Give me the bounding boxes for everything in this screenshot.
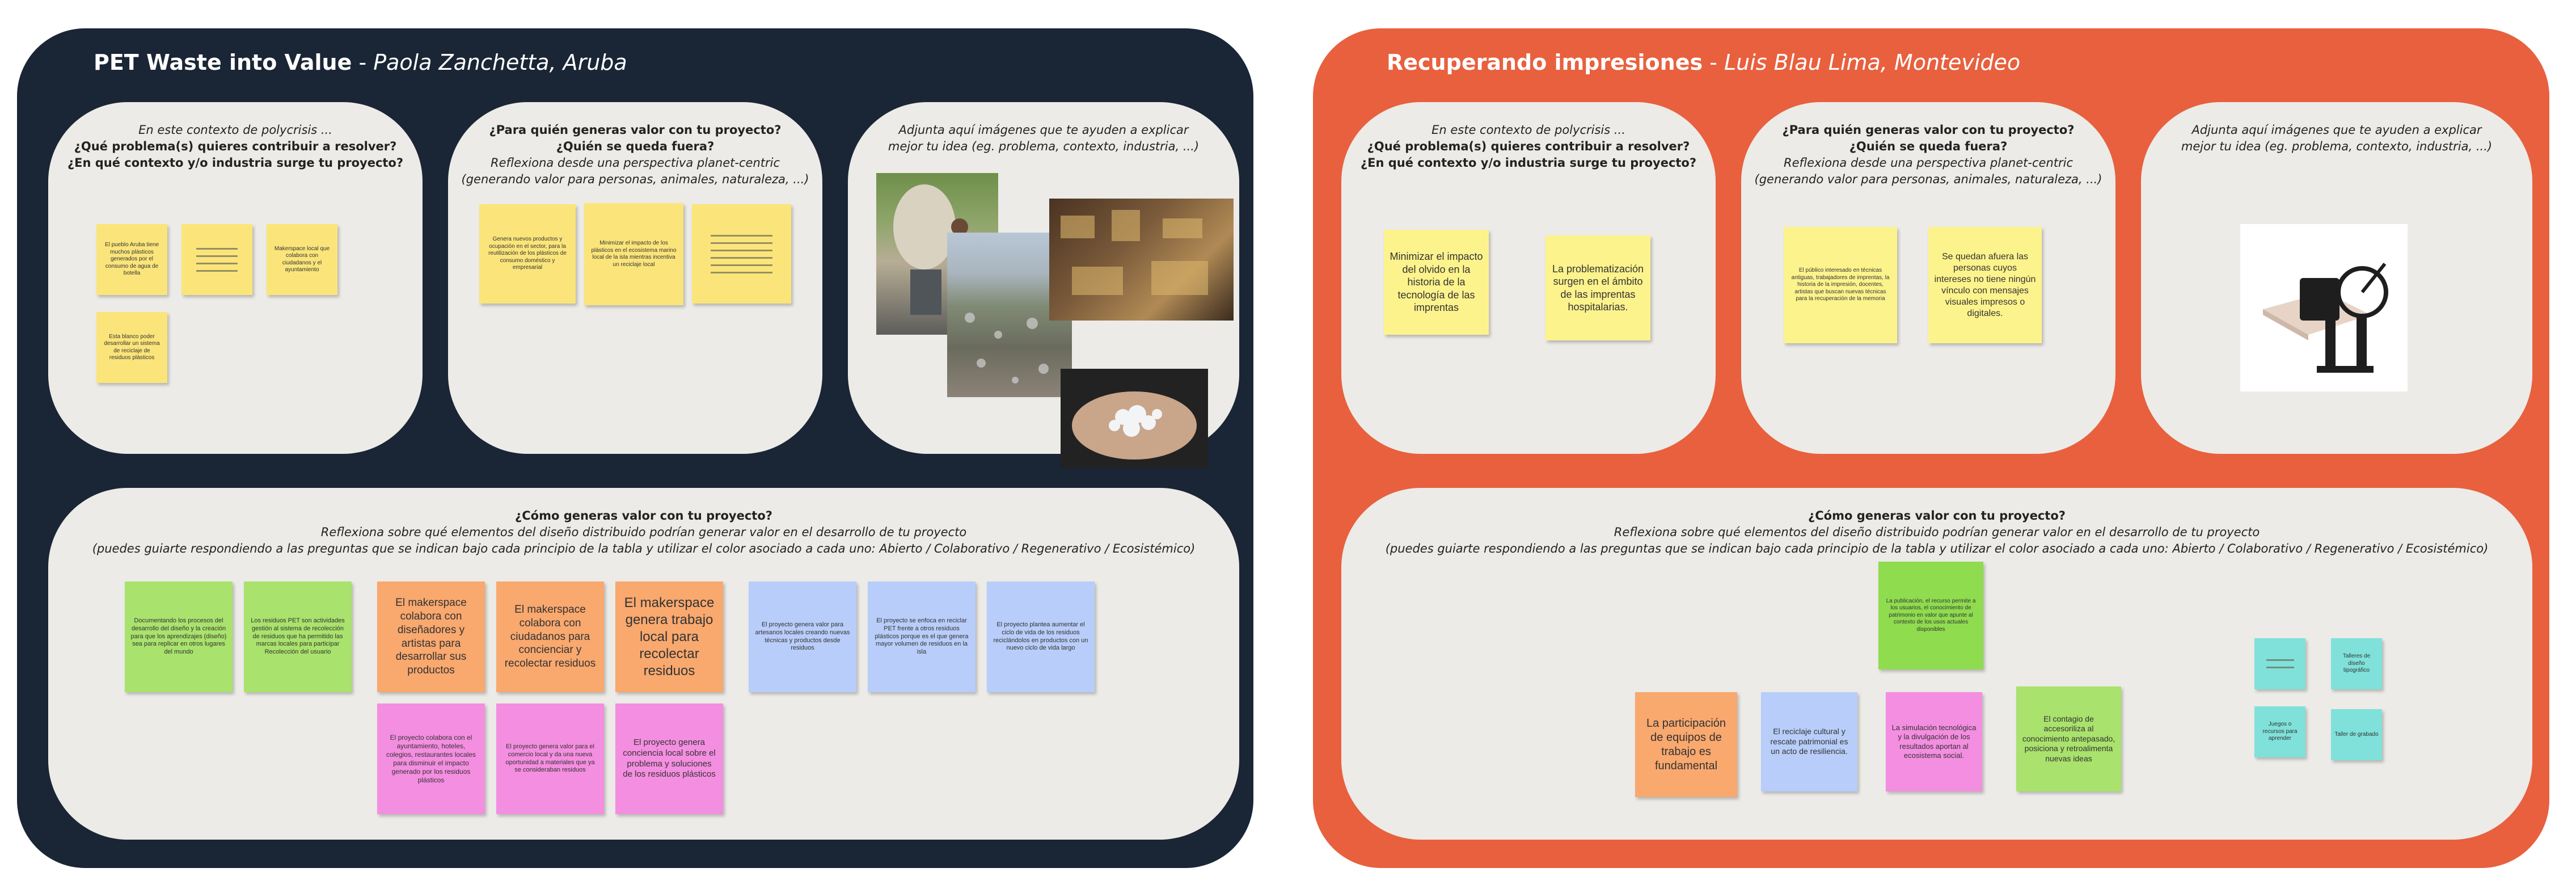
sticky-note[interactable]: El makerspace genera trabajo local para recolectar residuos — [615, 582, 723, 692]
sticky-note[interactable]: El proyecto se enfoca en reciclar PET frente a otros residuos plásticos porque es el que genera mayor volumen de residuos en la isla — [868, 582, 975, 692]
sticky-note[interactable]: El proyecto genera conciencia local sobre el problema y soluciones de los residuos plásticos — [615, 703, 723, 814]
sticky-note[interactable]: Esta blanco poder desarrollar un sistema de reciclaje de residuos plásticos — [96, 312, 167, 383]
board-title: PET Waste into Value - Paola Zanchetta, Aruba — [94, 50, 627, 75]
sticky-note[interactable]: El proyecto plantea aumentar el ciclo de vida de los residuos reciclándolos en productos con un nuevo ciclo de vida largo — [987, 582, 1095, 692]
sticky-note[interactable]: El proyecto colabora con el ayuntamiento, hoteles, colegios, restaurantes locales para disminuir el impacto generado por los residuos plásticos — [377, 703, 485, 814]
how-value-panel — [1341, 488, 2532, 840]
sticky-note[interactable]: La publicación, el recurso permite a los usuarios, el conocimiento de patrimonio en valor que apunte al contexto de los usos actuales disponibles — [1878, 562, 1983, 669]
how-value-prompt: ¿Cómo generas valor con tu proyecto? Reflexiona sobre qué elementos del diseño distribuido podrían generar valor en el desarrollo de tu proyecto (puedes guiarte respondiendo a las preguntas que se indican bajo cada principio de la tabla y utilizar el color asociado a cada uno: Abierto / Colaborativo / Regenerativo / Ecosistémico) — [92, 509, 1196, 555]
sticky-note[interactable]: Minimizar el impacto del olvido en la historia de la tecnología de las imprentas — [1384, 230, 1489, 335]
sticky-note[interactable]: La simulación tecnológica y la divulgación de los resultados aportan al ecosistema social. — [1886, 692, 1982, 791]
problem-panel — [48, 102, 423, 454]
sticky-note[interactable]: El contagio de accesoriliza al conocimiento antepasado, posiciona y retroalimenta nuevas ideas — [2016, 686, 2121, 791]
sticky-note[interactable]: La participación de equipos de trabajo es fundamental — [1635, 692, 1737, 797]
sticky-note[interactable]: El reciclaje cultural y rescate patrimonial es un acto de resiliencia. — [1761, 692, 1857, 791]
sticky-note[interactable]: El makerspace colabora con diseñadores y artistas para desarrollar sus productos — [377, 582, 485, 692]
sticky-note[interactable] — [2254, 638, 2305, 689]
sticky-note[interactable]: Juegos o recursos para aprender — [2254, 706, 2305, 757]
problem-prompt: En este contexto de polycrisis ... ¿Qué problema(s) quieres contribuir a resolver? ¿En qué contexto y/o industria surge tu proyecto? — [1360, 123, 1697, 170]
photo-workshop[interactable] — [1049, 199, 1234, 321]
value-for-whom-prompt: ¿Para quién generas valor con tu proyecto? ¿Quién se queda fuera? Reflexiona desde una perspectiva planet-centric (generando valor para personas, animales, naturaleza, ...) — [461, 123, 809, 186]
sticky-note[interactable]: Se quedan afuera las personas cuyos intereses no tiene ningún vínculo con mensajes visuales impresos o digitales. — [1928, 227, 2042, 343]
photo-plastic-flakes[interactable] — [1061, 369, 1208, 468]
sticky-note[interactable] — [181, 224, 252, 295]
sticky-note[interactable] — [692, 204, 791, 304]
sticky-note[interactable]: El makerspace colabora con ciudadanos para concienciar y recolectar residuos — [496, 582, 604, 692]
sticky-note[interactable]: El público interesado en técnicas antiguas, trabajadores de imprentas, la historia de la impresión, docentes, artistas que buscan nuevas técnicas para la recuperación de la memoria — [1784, 227, 1897, 343]
value-for-whom-prompt: ¿Para quién generas valor con tu proyecto? ¿Quién se queda fuera? Reflexiona desde una perspectiva planet-centric (generando valor para personas, animales, naturaleza, ...) — [1754, 123, 2102, 186]
problem-panel — [1341, 102, 1716, 454]
board-title: Recuperando impresiones - Luis Blau Lima, Montevideo — [1387, 50, 2021, 75]
sticky-note[interactable]: Taller de grabado — [2331, 709, 2382, 760]
images-panel — [2141, 102, 2532, 454]
sticky-note[interactable]: Makerspace local que colabora con ciudadanos y el ayuntamiento — [267, 224, 337, 295]
value-for-whom-panel — [448, 102, 822, 454]
how-value-panel — [48, 488, 1239, 840]
sticky-note[interactable]: Minimizar el impacto de los plásticos en el ecosistema marino local de la isla mientras incentiva un reciclaje local — [584, 203, 683, 305]
images-prompt: Adjunta aquí imágenes que te ayuden a explicar mejor tu idea (eg. problema, contexto, industria, ...) — [2181, 123, 2493, 153]
sticky-note[interactable]: Genera nuevos productos y ocupación en el sector, para la reutilización de los plásticos de consumo doméstico y empresarial — [479, 204, 576, 304]
sticky-note[interactable]: Documentando los procesos del desarrollo del diseño y la creación para que los aprendizajes (diseño) sea para replicar en otros lugares del mundo — [125, 582, 233, 692]
photo-printing-press[interactable] — [2240, 224, 2408, 391]
sticky-note[interactable]: Los residuos PET son actividades gestión al sistema de recolección de residuos que ha permitido las marcas locales para participar Recolección del usuario — [244, 582, 352, 692]
sticky-note[interactable]: El pueblo Aruba tiene muchos plásticos generados por el consumo de agua de botella — [96, 224, 167, 295]
sticky-note[interactable]: Talleres de diseño tipográfico — [2331, 638, 2382, 689]
sticky-note[interactable]: El proyecto genera valor para el comercio local y da una nueva oportunidad a materiales que ya se consideraban residuos — [496, 703, 604, 814]
sticky-note[interactable]: El proyecto genera valor para artesanos locales creando nuevas técnicas y productos desde residuos — [749, 582, 856, 692]
value-for-whom-panel — [1741, 102, 2115, 454]
board-recuperando-impresiones — [1313, 28, 2549, 868]
board-pet-waste — [17, 28, 1253, 868]
problem-prompt: En este contexto de polycrisis ... ¿Qué problema(s) quieres contribuir a resolver? ¿En qué contexto y/o industria surge tu proyecto? — [67, 123, 404, 170]
images-prompt: Adjunta aquí imágenes que te ayuden a explicar mejor tu idea (eg. problema, contexto, industria, ...) — [888, 123, 1200, 153]
sticky-note[interactable]: La problematización surgen en el ámbito de las imprentas hospitalarias. — [1545, 235, 1650, 340]
how-value-prompt: ¿Cómo generas valor con tu proyecto? Reflexiona sobre qué elementos del diseño distribuido podrían generar valor en el desarrollo de tu proyecto (puedes guiarte respondiendo a las preguntas que se indican bajo cada principio de la tabla y utilizar el color asociado a cada uno: Abierto / Colaborativo / Regenerativo / Ecosistémico) — [1385, 509, 2489, 555]
images-panel — [848, 102, 1239, 454]
